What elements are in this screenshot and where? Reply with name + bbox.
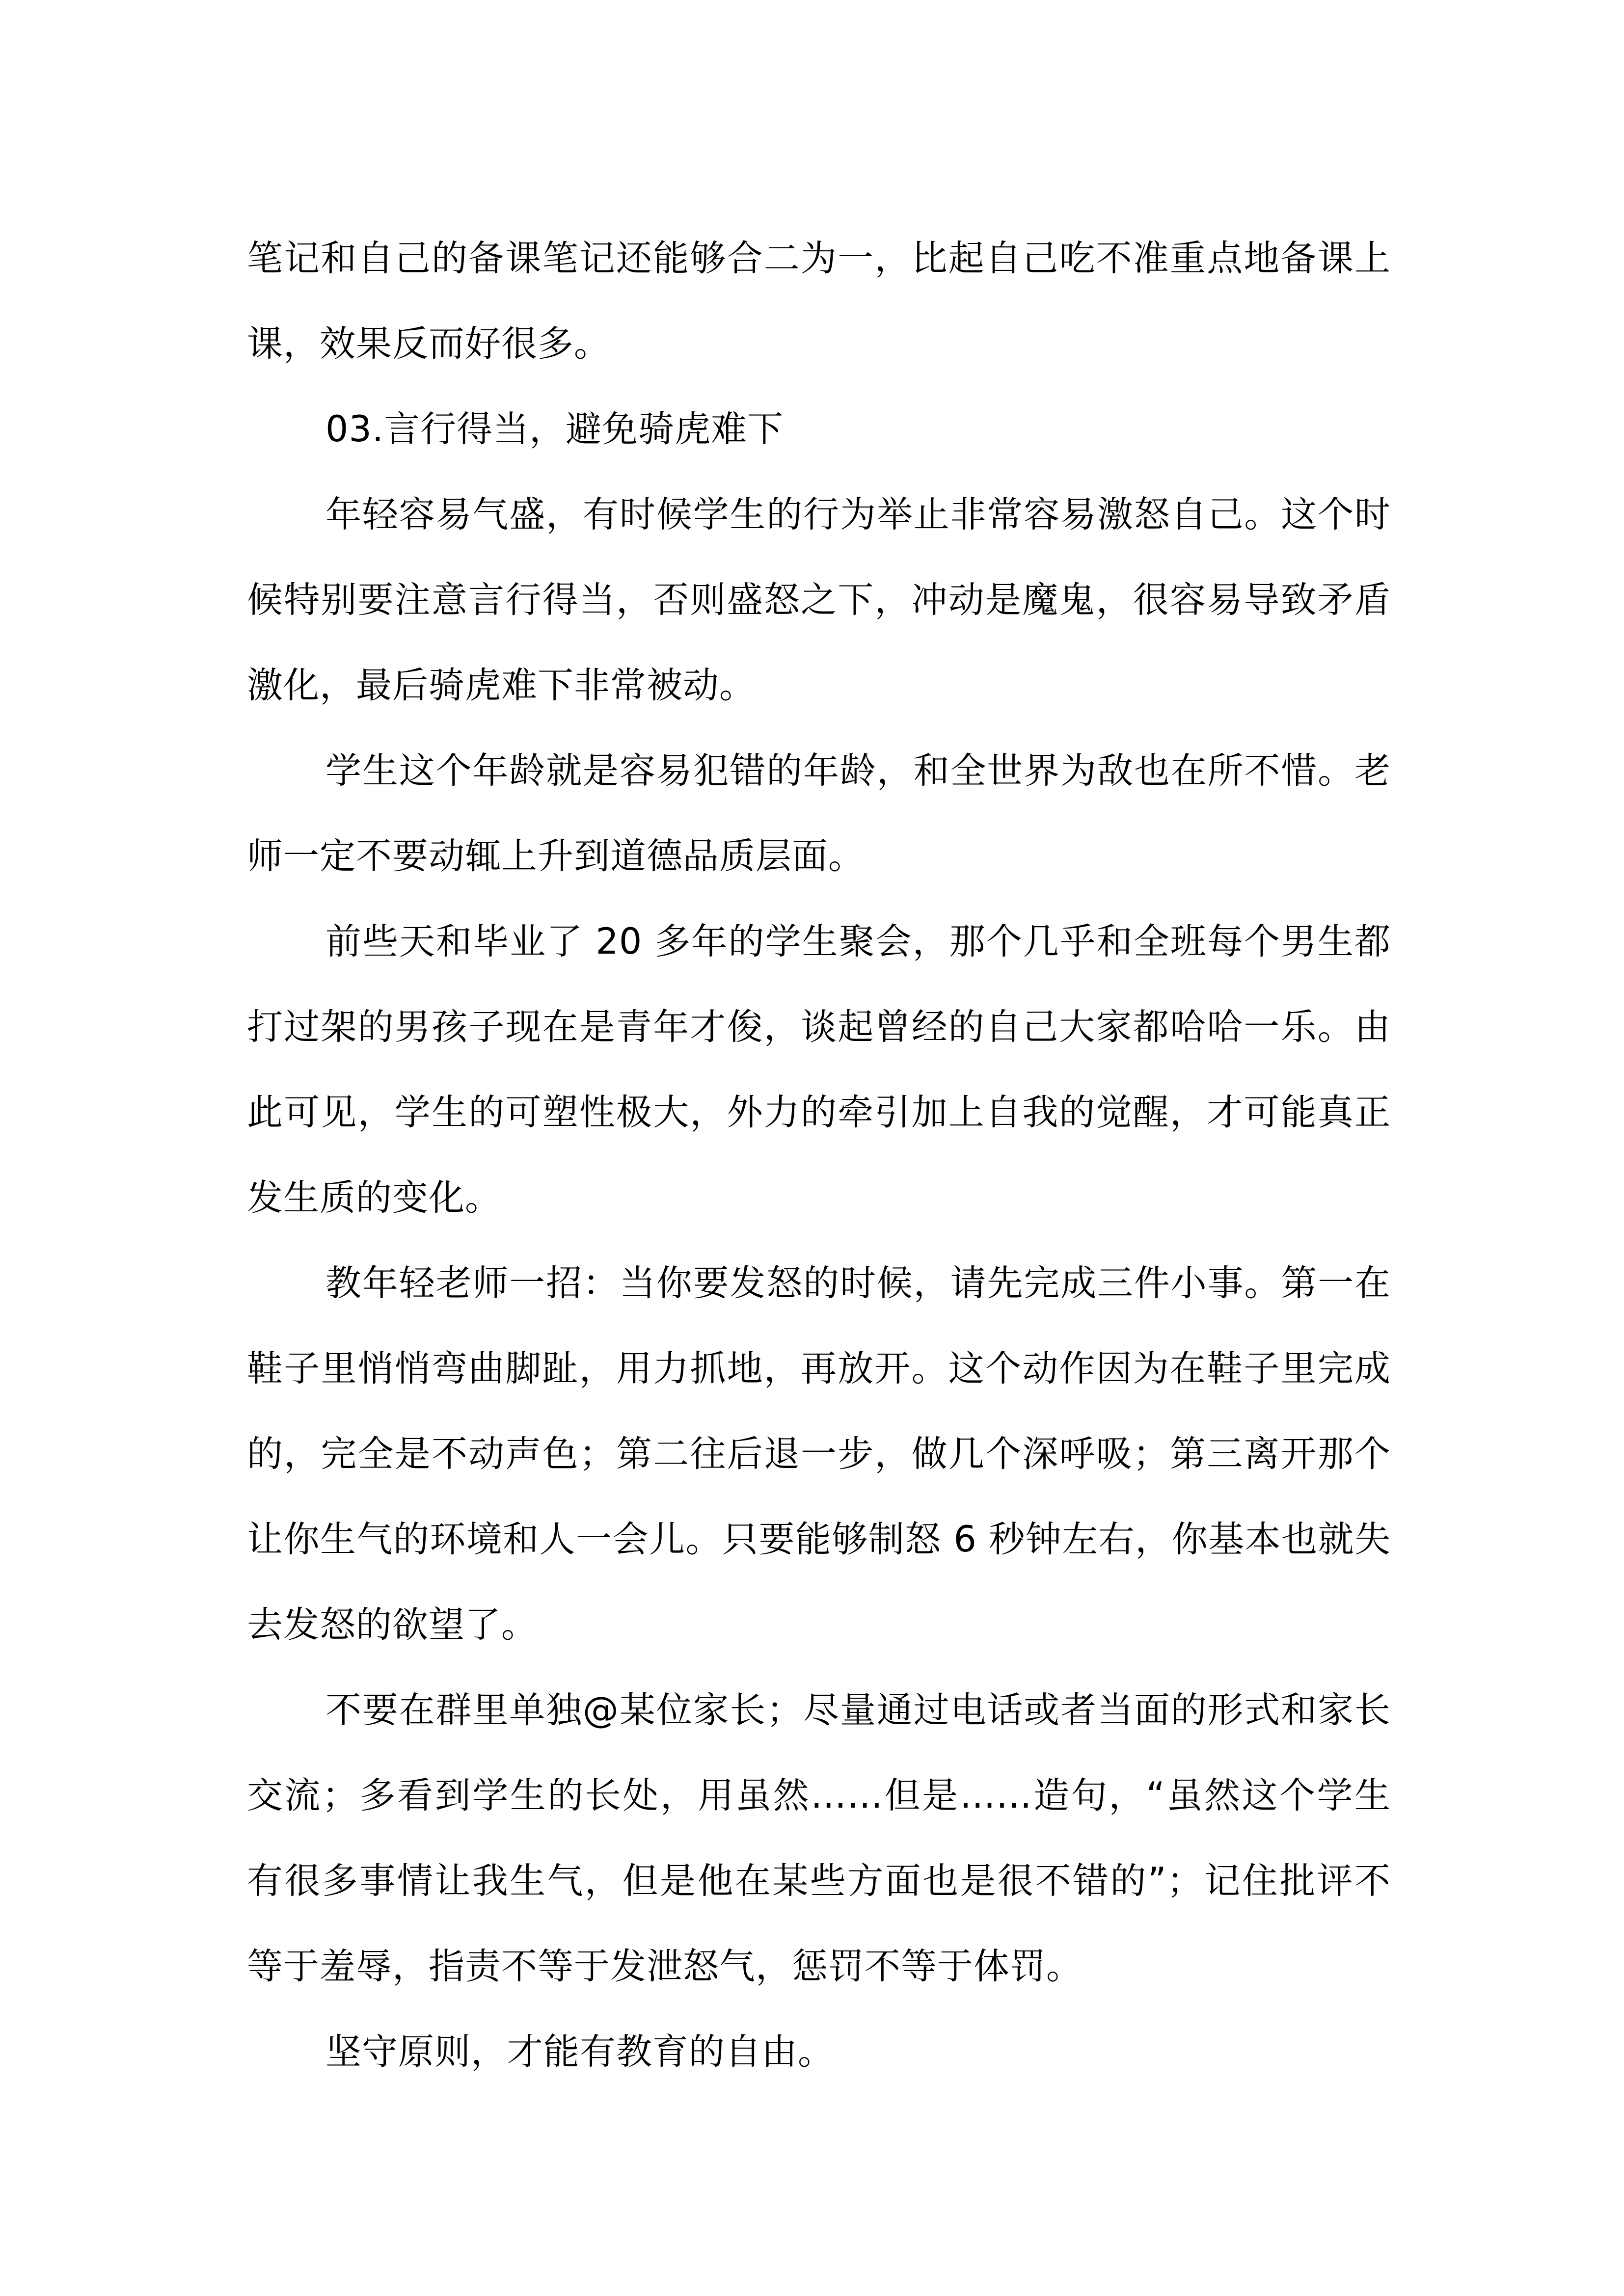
paragraph: 年轻容易气盛，有时候学生的行为举止非常容易激怒自己。这个时候特别要注意言行得当，否则盛怒之下，冲动是魔鬼，很容易导致矛盾激化，最后骑虎难下非常被动。 <box>247 494 1391 706</box>
paragraph: 不要在群里单独@某位家长；尽量通过电话或者当面的形式和家长交流；多看到学生的长处，用虽然……但是……造句，“虽然这个学生有很多事情让我生气，但是他在某些方面也是很不错的”；记住批评不等于羞辱，指责不等于发泄怒气，惩罚不等于体罚。 <box>247 1689 1391 1987</box>
paragraph: 前些天和毕业了 20 多年的学生聚会，那个几乎和全班每个男生都打过架的男孩子现在是青年才俊，谈起曾经的自己大家都哈哈一乐。由此可见，学生的可塑性极大，外力的牵引加上自我的觉醒，才可能真正发生质的变化。 <box>247 921 1391 1219</box>
paragraph: 坚守原则，才能有教育的自由。 <box>325 2031 834 2073</box>
paragraph: 教年轻老师一招：当你要发怒的时候，请先完成三件小事。第一在鞋子里悄悄弯曲脚趾，用力抓地，再放开。这个动作因为在鞋子里完成的，完全是不动声色；第二往后退一步，做几个深呼吸；第三离开那个让你生气的环境和人一会儿。只要能够制怒 6 秒钟左右，你基本也就失去发怒的欲望了。 <box>247 1262 1391 1646</box>
section-heading: 03.言行得当，避免骑虎难下 <box>325 408 784 450</box>
paragraph-continuation: 笔记和自己的备课笔记还能够合二为一，比起自己吃不准重点地备课上课，效果反而好很多。 <box>247 238 1391 365</box>
paragraph: 学生这个年龄就是容易犯错的年龄，和全世界为敌也在所不惜。老师一定不要动辄上升到道德品质层面。 <box>247 750 1391 877</box>
document-body <box>247 216 1391 2095</box>
